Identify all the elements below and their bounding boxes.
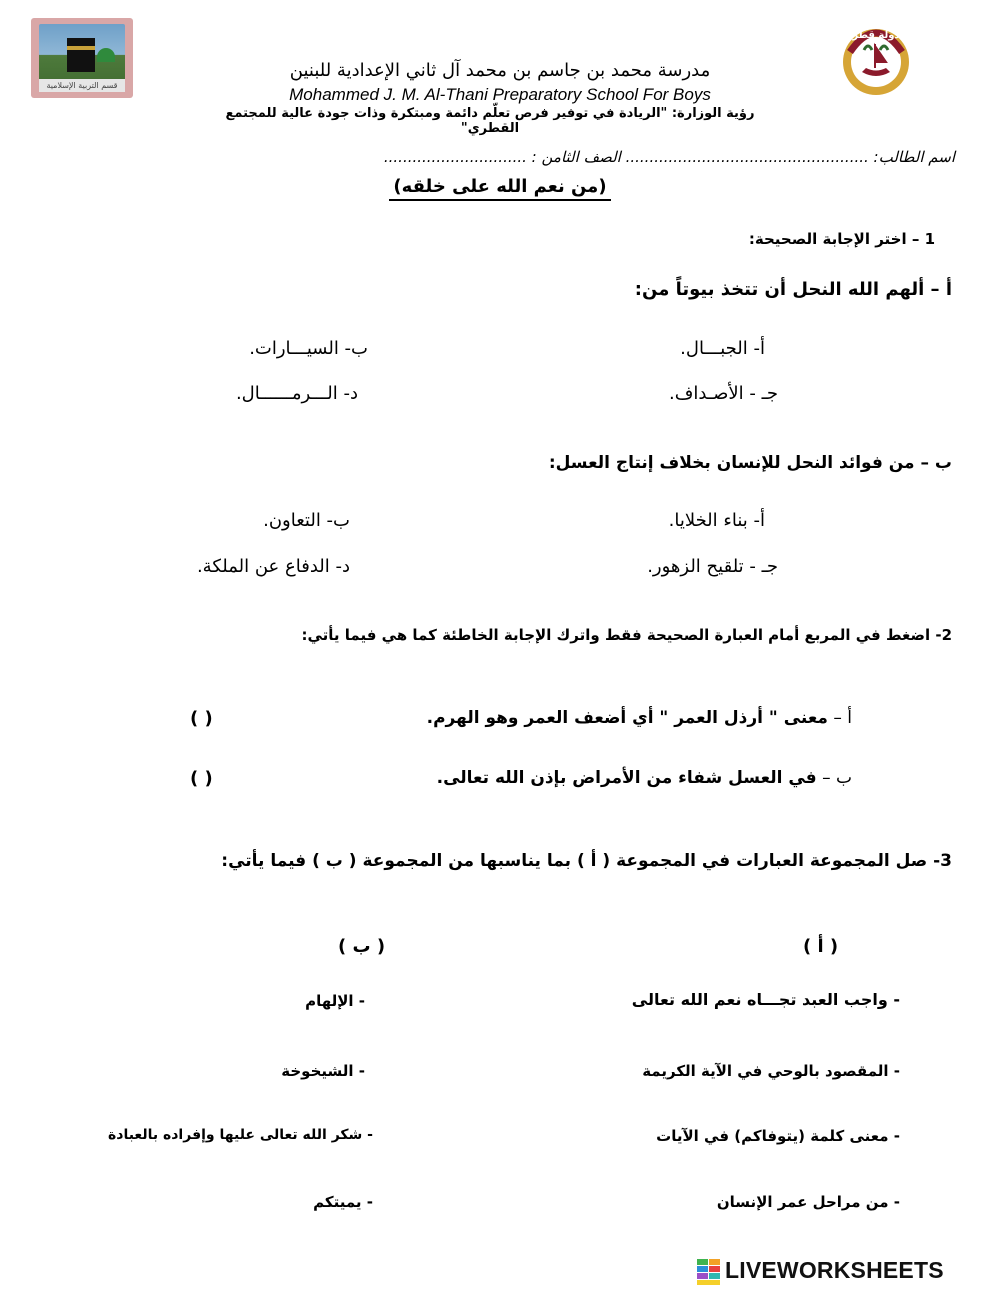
q1b-stem: ب – من فوائد النحل للإنسان بخلاف إنتاج العسل: bbox=[548, 453, 952, 473]
q3-a-item-1[interactable]: - واجب العبد تجـــاه نعم الله تعالى bbox=[631, 990, 900, 1009]
q1a-option-2[interactable]: ب- السيـــارات. bbox=[249, 338, 368, 359]
q3-a-item-3[interactable]: - معنى كلمة (يتوفاكم) في الآيات bbox=[656, 1127, 900, 1145]
school-name-english: Mohammed J. M. Al-Thani Preparatory School For Boys bbox=[289, 85, 711, 104]
q3-b-item-3[interactable]: - شكر الله تعالى عليها وإفراده بالعبادة bbox=[108, 1127, 373, 1143]
q2a-label: أ – bbox=[833, 708, 852, 728]
ministry-logo-text: دولة قطر bbox=[852, 30, 900, 41]
q1a-option-3[interactable]: جـ - الأصـداف. bbox=[669, 383, 778, 404]
q2b-statement bbox=[437, 768, 852, 788]
q1a-option-1[interactable]: أ- الجبـــال. bbox=[680, 338, 765, 359]
kaaba-image bbox=[39, 24, 125, 92]
q3-group-b-header: ( ب ) bbox=[338, 936, 386, 957]
q2a-checkbox[interactable]: ( ) bbox=[190, 708, 213, 729]
student-name-line: اسم الطالب: ................................................... الصف الثامن : .............................. bbox=[383, 148, 955, 166]
q2a-statement bbox=[427, 708, 852, 728]
q1b-option-1[interactable]: أ- بناء الخلايا. bbox=[668, 510, 765, 531]
q3-b-item-2[interactable]: - الشيخوخة bbox=[281, 1062, 365, 1080]
q2a-text: معنى " أرذل العمر " أي أضعف العمر وهو الهرم. bbox=[426, 708, 828, 728]
q3-b-item-1[interactable]: - الإلهام bbox=[305, 992, 365, 1010]
liveworksheets-text: LIVEWORKSHEETS bbox=[725, 1257, 944, 1283]
q1-instruction: 1 – اختر الإجابة الصحيحة: bbox=[748, 230, 935, 248]
q2b-text: في العسل شفاء من الأمراض بإذن الله تعالى. bbox=[436, 768, 817, 788]
q1a-stem: أ – ألهم الله النحل أن تتخذ بيوتاً من: bbox=[634, 279, 952, 300]
islamic-dept-logo bbox=[31, 18, 133, 98]
q3-b-item-4[interactable]: - يميتكم bbox=[313, 1193, 373, 1211]
liveworksheets-logo bbox=[697, 1256, 997, 1288]
mosque-dome-icon bbox=[97, 48, 115, 62]
liveworksheets-icon bbox=[697, 1259, 721, 1285]
logo-caption: قسم التربية الإسلامية bbox=[39, 79, 125, 92]
q2b-checkbox[interactable]: ( ) bbox=[190, 768, 213, 789]
q3-a-item-2[interactable]: - المقصود بالوحي في الآية الكريمة bbox=[642, 1062, 900, 1080]
q3-group-a-header: ( أ ) bbox=[803, 936, 839, 957]
ministry-logo bbox=[840, 22, 912, 98]
page-title: (من نعم الله على خلقه) bbox=[360, 176, 640, 197]
q3-instruction: 3- صل المجموعة العبارات في المجموعة ( أ ) بما يناسبها من المجموعة ( ب ) فيما يأتي: bbox=[221, 851, 952, 871]
q2-instruction: 2- اضغط في المربع أمام العبارة الصحيحة فقط واترك الإجابة الخاطئة كما هي فيما يأتي: bbox=[301, 626, 952, 644]
kaaba-icon bbox=[67, 38, 95, 72]
q1b-option-3[interactable]: جـ - تلقيح الزهور. bbox=[647, 556, 778, 577]
q2b-label: ب – bbox=[822, 768, 852, 788]
school-name-arabic: مدرسة محمد بن جاسم بن محمد آل ثاني الإعدادية للبنين bbox=[289, 60, 711, 81]
q1b-option-4[interactable]: د- الدفاع عن الملكة. bbox=[196, 556, 350, 577]
q1a-option-4[interactable]: د- الـــرمــــــال. bbox=[235, 383, 358, 404]
q1b-option-2[interactable]: ب- التعاون. bbox=[263, 510, 350, 531]
ministry-vision: رؤية الوزارة: "الريادة في توفير فرص تعلّم دائمة ومبتكرة وذات جودة عالية للمجتمع القطري" bbox=[225, 106, 755, 136]
q3-a-item-4[interactable]: - من مراحل عمر الإنسان bbox=[716, 1193, 900, 1211]
